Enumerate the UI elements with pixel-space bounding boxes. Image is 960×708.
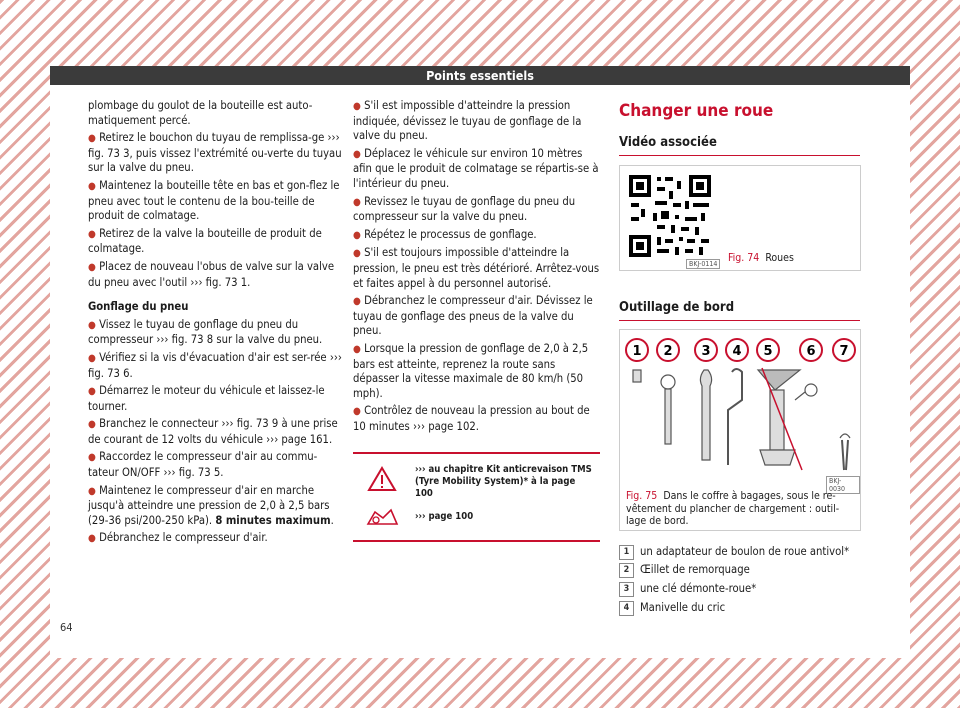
figure-caption: Fig. 75 Dans le coffre à bagages, sous le re-vêtement du plancher de chargement : outil-lage de bord. [626, 490, 840, 527]
bullet-item: ● Vérifiez si la vis d'évacuation d'air est ser-rée ››› fig. 73 6. [88, 350, 342, 380]
figure-74 [619, 165, 861, 271]
column-2 [353, 99, 600, 437]
section-heading: Outillage de bord [619, 300, 735, 315]
bullet-item: ● Maintenez le compresseur d'air en marche jusqu'à atteindre une pression de 2,0 à 2,5 bars (29-36 psi/200-250 kPa). 8 minutes maximum. [88, 483, 334, 527]
svg-text:4: 4 [732, 344, 742, 359]
figure-75 [619, 329, 861, 531]
bullet-item: ● S'il est impossible d'atteindre la pression indiquée, dévissez le tuyau de gonflage de la valve du pneu. [353, 99, 582, 143]
divider [619, 320, 860, 321]
bullet-item: ● Raccordez le compresseur d'air au commu-tateur ON/OFF ››› fig. 73 5. [88, 450, 318, 480]
bullet-item: ● Retirez le bouchon du tuyau de remplissa-ge ››› fig. 73 3, puis vissez l'extrémité ou-verte du tuyau sur la valve du pneu. [88, 131, 342, 175]
svg-text:7: 7 [839, 344, 849, 359]
tool-number-4 [726, 339, 748, 361]
warning-triangle-icon [367, 466, 397, 492]
tool-number-6 [800, 339, 822, 361]
tool-kit-illustration [620, 330, 860, 485]
subheading: Gonflage du pneu [88, 300, 189, 314]
tool-number-3 [695, 339, 717, 361]
bullet-item: ● Lorsque la pression de gonflage de 2,0 à 2,5 bars est atteinte, reprenez la route sans dépasser la vitesse maximale de 80 km/h (50 mph). [353, 341, 589, 400]
bullet-item: ● Démarrez le moteur du véhicule et laissez-le tourner. [88, 384, 325, 413]
figure-code: BKJ-0030 [826, 476, 860, 494]
tool-number-5 [757, 339, 779, 361]
paragraph: plombage du goulot de la bouteille est auto-matiquement percé. [88, 99, 313, 127]
bullet-item: ● Maintenez la bouteille tête en bas et gon-flez le pneu avec tout le contenu de la bou-teille de produit de colmatage. [88, 178, 340, 223]
warning-link-page[interactable]: ››› page 100 [415, 511, 474, 522]
bullet-item: ● Déplacez le véhicule sur environ 10 mètres afin que le produit de colmatage se répartis-se à l'intérieur du pneu. [353, 146, 599, 190]
bullet-item: ● Branchez le connecteur ››› fig. 73 9 à une prise de courant de 12 volts du véhicule ››› page 161. [88, 417, 338, 446]
page-number: 64 [60, 621, 73, 634]
svg-text:6: 6 [806, 344, 816, 359]
bullet-item: ● S'il est toujours impossible d'atteindre la pression, le pneu est très détérioré. Arrêtez-vous et faites appel à du personnel autorisé. [353, 246, 600, 290]
tool-number-7 [833, 339, 855, 361]
warning-box [353, 452, 600, 542]
divider [619, 155, 860, 156]
bullet-item: ● Contrôlez de nouveau la pression au bout de 10 minutes ››› page 102. [353, 404, 590, 433]
figure-caption: Fig. 74 Roues [728, 252, 794, 264]
svg-text:2: 2 [663, 344, 673, 359]
bullet-item: ● Retirez de la valve la bouteille de produit de colmatage. [88, 226, 322, 256]
tool-number-1 [626, 339, 648, 361]
page-title: Changer une roue [619, 101, 774, 121]
svg-text:5: 5 [763, 344, 773, 359]
environment-icon [365, 506, 399, 528]
section-header: Points essentiels [50, 66, 910, 85]
video-heading: Vidéo associée [619, 135, 717, 150]
bullet-item: ● Placez de nouveau l'obus de valve sur la valve du pneu avec l'outil ››› fig. 73 1. [88, 259, 335, 289]
column-1 [88, 99, 343, 550]
figure-code: BKJ-0114 [686, 259, 720, 269]
tool-number-2 [657, 339, 679, 361]
qr-code-icon[interactable] [627, 173, 713, 259]
bullet-item: ● Répétez le processus de gonflage. [353, 227, 537, 241]
bullet-item: ● Vissez le tuyau de gonflage du pneu du compresseur ››› fig. 73 8 sur la valve du pneu. [88, 317, 323, 347]
svg-text:3: 3 [701, 344, 711, 359]
manual-page: Points essentiels plombage du goulot de la bouteille est auto-matiquement percé. ● Retirez le bouchon du tuyau de remplissa-ge ››› fig. 73 3, puis vissez l'extrémité ou-verte du tuyau sur la valve du pneu. ● Maintenez la bouteille tête en bas et gon-flez le pneu avec tout le contenu de la bou-teille de produit de colmatage. ● Retirez de la valve la bouteille de produit de colmatage. ● Placez de nouveau l'obus de valve sur la valve du pneu avec l'outil ››› fig. 73 1. Gonflage du pneu ● Vissez le tuyau de gonflage du pneu du compresseur ››› fig. 73 8 sur la valve du pneu. ● Vérifiez si la vis d'évacuation d'air est ser-rée ››› fig. 73 6. ● Démarrez le moteur du véhicule et laissez-le tourner. ● Branchez le connecteur ››› fig. 73 9 à une prise de courant de 12 volts du véhicule ››› page 161. ● Raccordez le compresseur d'air au commu-tateur ON/OFF ››› fig. 73 5. ● Maintenez le compresseur d'air en marche jusqu'à atteindre une pression de 2,0 à 2,5 bars (29-36 psi/200-250 kPa). 8 minutes maximum. ● Débranchez le compresseur d'air. ● S'il est impossible d'atteindre la pression indiquée, dévissez le tuyau de gonflage de la valve du pneu. ● Déplacez le véhicule sur environ 10 mètres afin que le produit de colmatage se répartis-se à l'intérieur du pneu. ● Revissez le tuyau de gonflage du pneu du compresseur sur la valve du pneu. ● Répétez le processus de gonflage. ● S'il est toujours impossible d'atteindre la pression, le pneu est très détérioré. Arrêtez-vous et faites appel à du personnel autorisé. ● Débranchez le compresseur d'air. Dévissez le tuyau de gonflage des pneus de la valve du pneu. ● Lorsque la pression de gonflage de 2,0 à 2,5 bars est atteinte, reprenez la route sans dépasser la vitesse maximale de 80 km/h (50 mph). ● Contrôlez de nouveau la pression au bout de 10 minutes ››› page 102. ››› au chapitre Kit anticrevaison TMS (Tyre Mobility System)* à la page 100 ››› page 100 Changer une roue Vidéo associée BKJ-0114 Fig. 74 Roues Outillage de bord 1 2 3 4 5 6 7 BKJ-0030 Fig. 75 Dans le coffre à bagages, sous le re-vêtement du plancher de chargement : outil-lage de bord. 1 un adaptateur de boulon de roue antivol* 2 Œillet de remorquage 3 une clé démonte-roue* 4 Manivelle du cric 64 [0, 0, 960, 708]
svg-text:1: 1 [632, 344, 642, 359]
bullet-item: ● Revissez le tuyau de gonflage du pneu du compresseur sur la valve du pneu. [353, 194, 576, 224]
warning-link-chapter[interactable]: ››› au chapitre Kit anticrevaison TMS (Tyre Mobility System)* à la page 100 [415, 464, 592, 499]
bullet-item: ● Débranchez le compresseur d'air. Dévissez le tuyau de gonflage des pneus de la valve du pneu. [353, 294, 593, 338]
bullet-item: ● Débranchez le compresseur d'air. [88, 531, 268, 545]
